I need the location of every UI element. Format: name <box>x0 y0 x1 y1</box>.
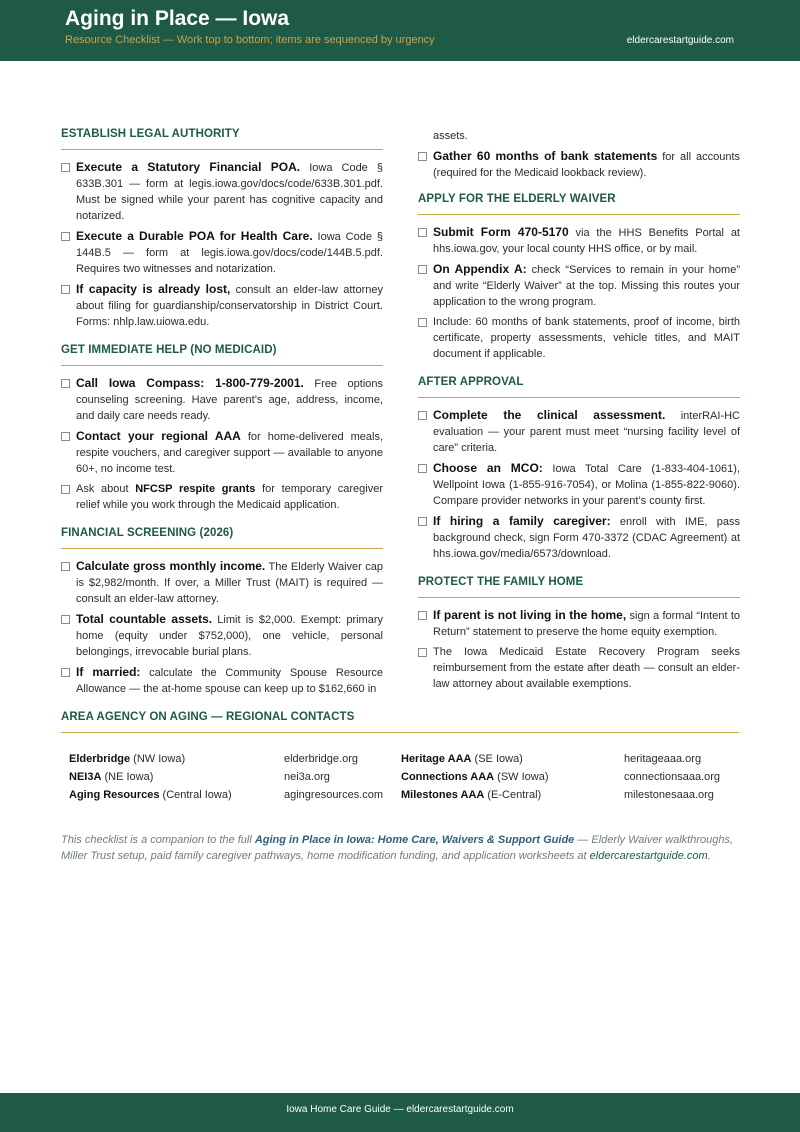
item-title: Call Iowa Compass: 1-800-779-2001. <box>76 376 304 390</box>
page-subtitle: Resource Checklist — Work top to bottom; items are sequenced by urgency <box>65 34 435 46</box>
header-site-link[interactable]: eldercarestartguide.com <box>626 35 734 46</box>
checkbox[interactable] <box>418 648 427 657</box>
footnote: This checklist is a companion to the full Aging in Place in Iowa: Home Care, Waivers & Support Guide — Elderly Waiver walkthroughs, Miller Trust setup, paid family caregiver pathways, home modification funding, and application worksheets at eldercarestartguide.com. <box>61 834 734 862</box>
checkbox[interactable] <box>61 432 70 441</box>
agency-url[interactable]: connectionsaaa.org <box>624 771 721 783</box>
item-text: The Iowa Medicaid Estate Recovery Program seeks reimbursement from the estate after death — consult an elder-law attorney about available exemptions. <box>433 646 740 690</box>
checklist-item <box>418 261 740 310</box>
item-text: The Elderly Waiver cap is $2,982/month. If over, a Miller Trust (MAIT) is required — consult an elder-law attorney. <box>76 561 384 605</box>
item-text: for home-delivered meals, respite vouchers, and caregiver support — available to anyone 60+, no income test. <box>76 431 383 475</box>
right-column <box>418 128 740 706</box>
section-heading: PROTECT THE FAMILY HOME <box>418 576 740 598</box>
checkbox[interactable] <box>61 163 70 172</box>
item-title: On Appendix A: <box>433 262 527 276</box>
agency-name: NEI3A (NE Iowa) <box>69 771 154 783</box>
checklist-item <box>418 314 740 362</box>
aaa-contacts-table <box>61 751 739 805</box>
checklist-item <box>61 664 383 697</box>
section-elderly-waiver <box>418 193 740 362</box>
agency-url[interactable]: agingresources.com <box>284 789 384 801</box>
header-bar <box>0 0 800 61</box>
item-text: enroll with IME, pass background check, sign Form 470-3372 (CDAC Agreement) at hhs.iowa.gov/media/6573/download. <box>433 516 740 560</box>
checklist-item <box>61 558 383 607</box>
checklist-item <box>418 513 740 562</box>
left-column <box>61 128 383 711</box>
item-title: If capacity is already lost, <box>76 282 231 296</box>
footnote-site-link[interactable]: eldercarestartguide.com <box>589 850 708 862</box>
agency-name: Aging Resources (Central Iowa) <box>69 789 232 801</box>
checklist-item <box>61 481 383 513</box>
item-continuation: assets. <box>433 130 468 142</box>
section-protect-home <box>418 576 740 692</box>
footer-bar <box>0 1093 800 1132</box>
page-title: Aging in Place — Iowa <box>65 7 290 30</box>
aaa-contacts-section <box>61 711 739 805</box>
checkbox[interactable] <box>61 562 70 571</box>
checkbox[interactable] <box>418 228 427 237</box>
item-text: Ask about <box>76 483 136 495</box>
item-text: Iowa Code § 144B.5 — form at legis.iowa.gov/docs/code/144B.5.pdf. Requires two witnesses and notarization. <box>76 231 383 275</box>
section-heading: APPLY FOR THE ELDERLY WAIVER <box>418 193 740 215</box>
agency-url[interactable]: milestonesaaa.org <box>624 789 714 801</box>
item-text: consult an elder-law attorney about filing for guardianship/conservatorship in District Court. Forms: nhlp.law.uiowa.edu. <box>76 284 383 328</box>
checkbox[interactable] <box>418 464 427 473</box>
section-heading: FINANCIAL SCREENING (2026) <box>61 527 383 549</box>
checkbox[interactable] <box>61 232 70 241</box>
agency-name: Elderbridge (NW Iowa) <box>69 753 186 765</box>
checklist-item <box>61 159 383 224</box>
agency-url[interactable]: elderbridge.org <box>284 753 358 765</box>
section-legal <box>61 128 383 330</box>
item-title: Submit Form 470-5170 <box>433 225 569 239</box>
section-immediate-help <box>61 344 383 513</box>
item-title: Gather 60 months of bank statements <box>433 149 658 163</box>
item-title: Execute a Durable POA for Health Care. <box>76 229 313 243</box>
checkbox[interactable] <box>61 668 70 677</box>
item-text: for temporary caregiver relief while you work through the Medicaid application. <box>76 483 384 511</box>
section-after-approval <box>418 376 740 562</box>
checkbox[interactable] <box>418 517 427 526</box>
item-text: Iowa Code § 633B.301 — form at legis.iowa.gov/docs/code/633B.301.pdf. Must be signed while your parent has cognitive capacity and notarized. <box>76 162 383 222</box>
checklist-item <box>418 460 740 509</box>
checklist-item <box>418 224 740 257</box>
section-financial-continued <box>418 128 740 181</box>
section-heading: GET IMMEDIATE HELP (NO MEDICAID) <box>61 344 383 366</box>
item-text: sign a formal “Intent to Return” statement to preserve the home equity exemption. <box>433 610 741 638</box>
agency-url[interactable]: nei3a.org <box>284 771 330 783</box>
agency-url[interactable]: heritageaaa.org <box>624 753 702 765</box>
item-title: Total countable assets. <box>76 612 213 626</box>
section-heading: AFTER APPROVAL <box>418 376 740 398</box>
section-heading: AREA AGENCY ON AGING — REGIONAL CONTACTS <box>61 711 739 733</box>
checkbox[interactable] <box>61 379 70 388</box>
item-title: Choose an MCO: <box>433 461 543 475</box>
table-row <box>61 787 739 805</box>
checkbox[interactable] <box>61 485 70 494</box>
checklist-item <box>418 607 740 640</box>
item-title: If married: <box>76 665 141 679</box>
checklist-item <box>418 407 740 456</box>
item-title: If parent is not living in the home, <box>433 608 627 622</box>
guide-title: Aging in Place in Iowa: Home Care, Waivers & Support Guide <box>254 834 575 846</box>
table-row <box>61 751 739 769</box>
table-row <box>61 769 739 787</box>
checkbox[interactable] <box>61 285 70 294</box>
item-title: Execute a Statutory Financial POA. <box>76 160 301 174</box>
item-title: Contact your regional AAA <box>76 429 241 443</box>
item-text: Include: 60 months of bank statements, proof of income, birth certificate, property assessments, vehicle titles, and MAIT document if applicable. <box>433 316 740 360</box>
checklist-item <box>418 148 740 181</box>
checkbox[interactable] <box>418 265 427 274</box>
item-text: Free options counseling screening. Have parent’s age, address, income, and daily care needs ready. <box>76 378 384 422</box>
item-text: interRAI-HC evaluation — your parent must meet “nursing facility level of care” criteria. <box>433 410 740 454</box>
item-text: Limit is $2,000. Exempt: primary home (equity under $752,000), one vehicle, personal belongings, irrevocable burial plans. <box>76 614 384 658</box>
checkbox[interactable] <box>418 318 427 327</box>
item-title: If hiring a family caregiver: <box>433 514 611 528</box>
agency-name: Heritage AAA (SE Iowa) <box>401 753 523 765</box>
item-text: for all accounts (required for the Medicaid lookback review). <box>433 151 741 179</box>
agency-name: Connections AAA (SW Iowa) <box>401 771 549 783</box>
item-text: Iowa Total Care (1-833-404-1061), Wellpoint Iowa (1-855-916-7054), or Molina (1-855-822-9060). Compare provider networks in your parent’s county first. <box>433 463 740 507</box>
item-text: calculate the Community Spouse Resource Allowance — the at-home spouse can keep up to $162,660 in <box>76 667 383 695</box>
item-title: Complete the clinical assessment. <box>433 408 666 422</box>
checklist-item <box>61 428 383 477</box>
section-financial <box>61 527 383 697</box>
item-emphasis: NFCSP respite grants <box>135 483 256 495</box>
checklist-item <box>61 228 383 277</box>
item-text: via the HHS Benefits Portal at hhs.iowa.gov, your local county HHS office, or by mail. <box>433 227 740 255</box>
checkbox[interactable] <box>418 152 427 161</box>
footer-text: Iowa Home Care Guide — eldercarestartguide.com <box>286 1104 514 1115</box>
item-text: check “Services to remain in your home” and write “Elderly Waiver” at the top. Missing this routes your application to the wrong program. <box>433 264 740 308</box>
checkbox[interactable] <box>61 615 70 624</box>
checkbox[interactable] <box>418 611 427 620</box>
agency-name: Milestones AAA (E-Central) <box>401 789 542 801</box>
checklist-item <box>418 644 740 692</box>
checkbox[interactable] <box>418 411 427 420</box>
section-heading: ESTABLISH LEGAL AUTHORITY <box>61 128 383 150</box>
checklist-item <box>61 611 383 660</box>
checklist-item <box>61 281 383 330</box>
checklist-item <box>61 375 383 424</box>
item-title: Calculate gross monthly income. <box>76 559 266 573</box>
